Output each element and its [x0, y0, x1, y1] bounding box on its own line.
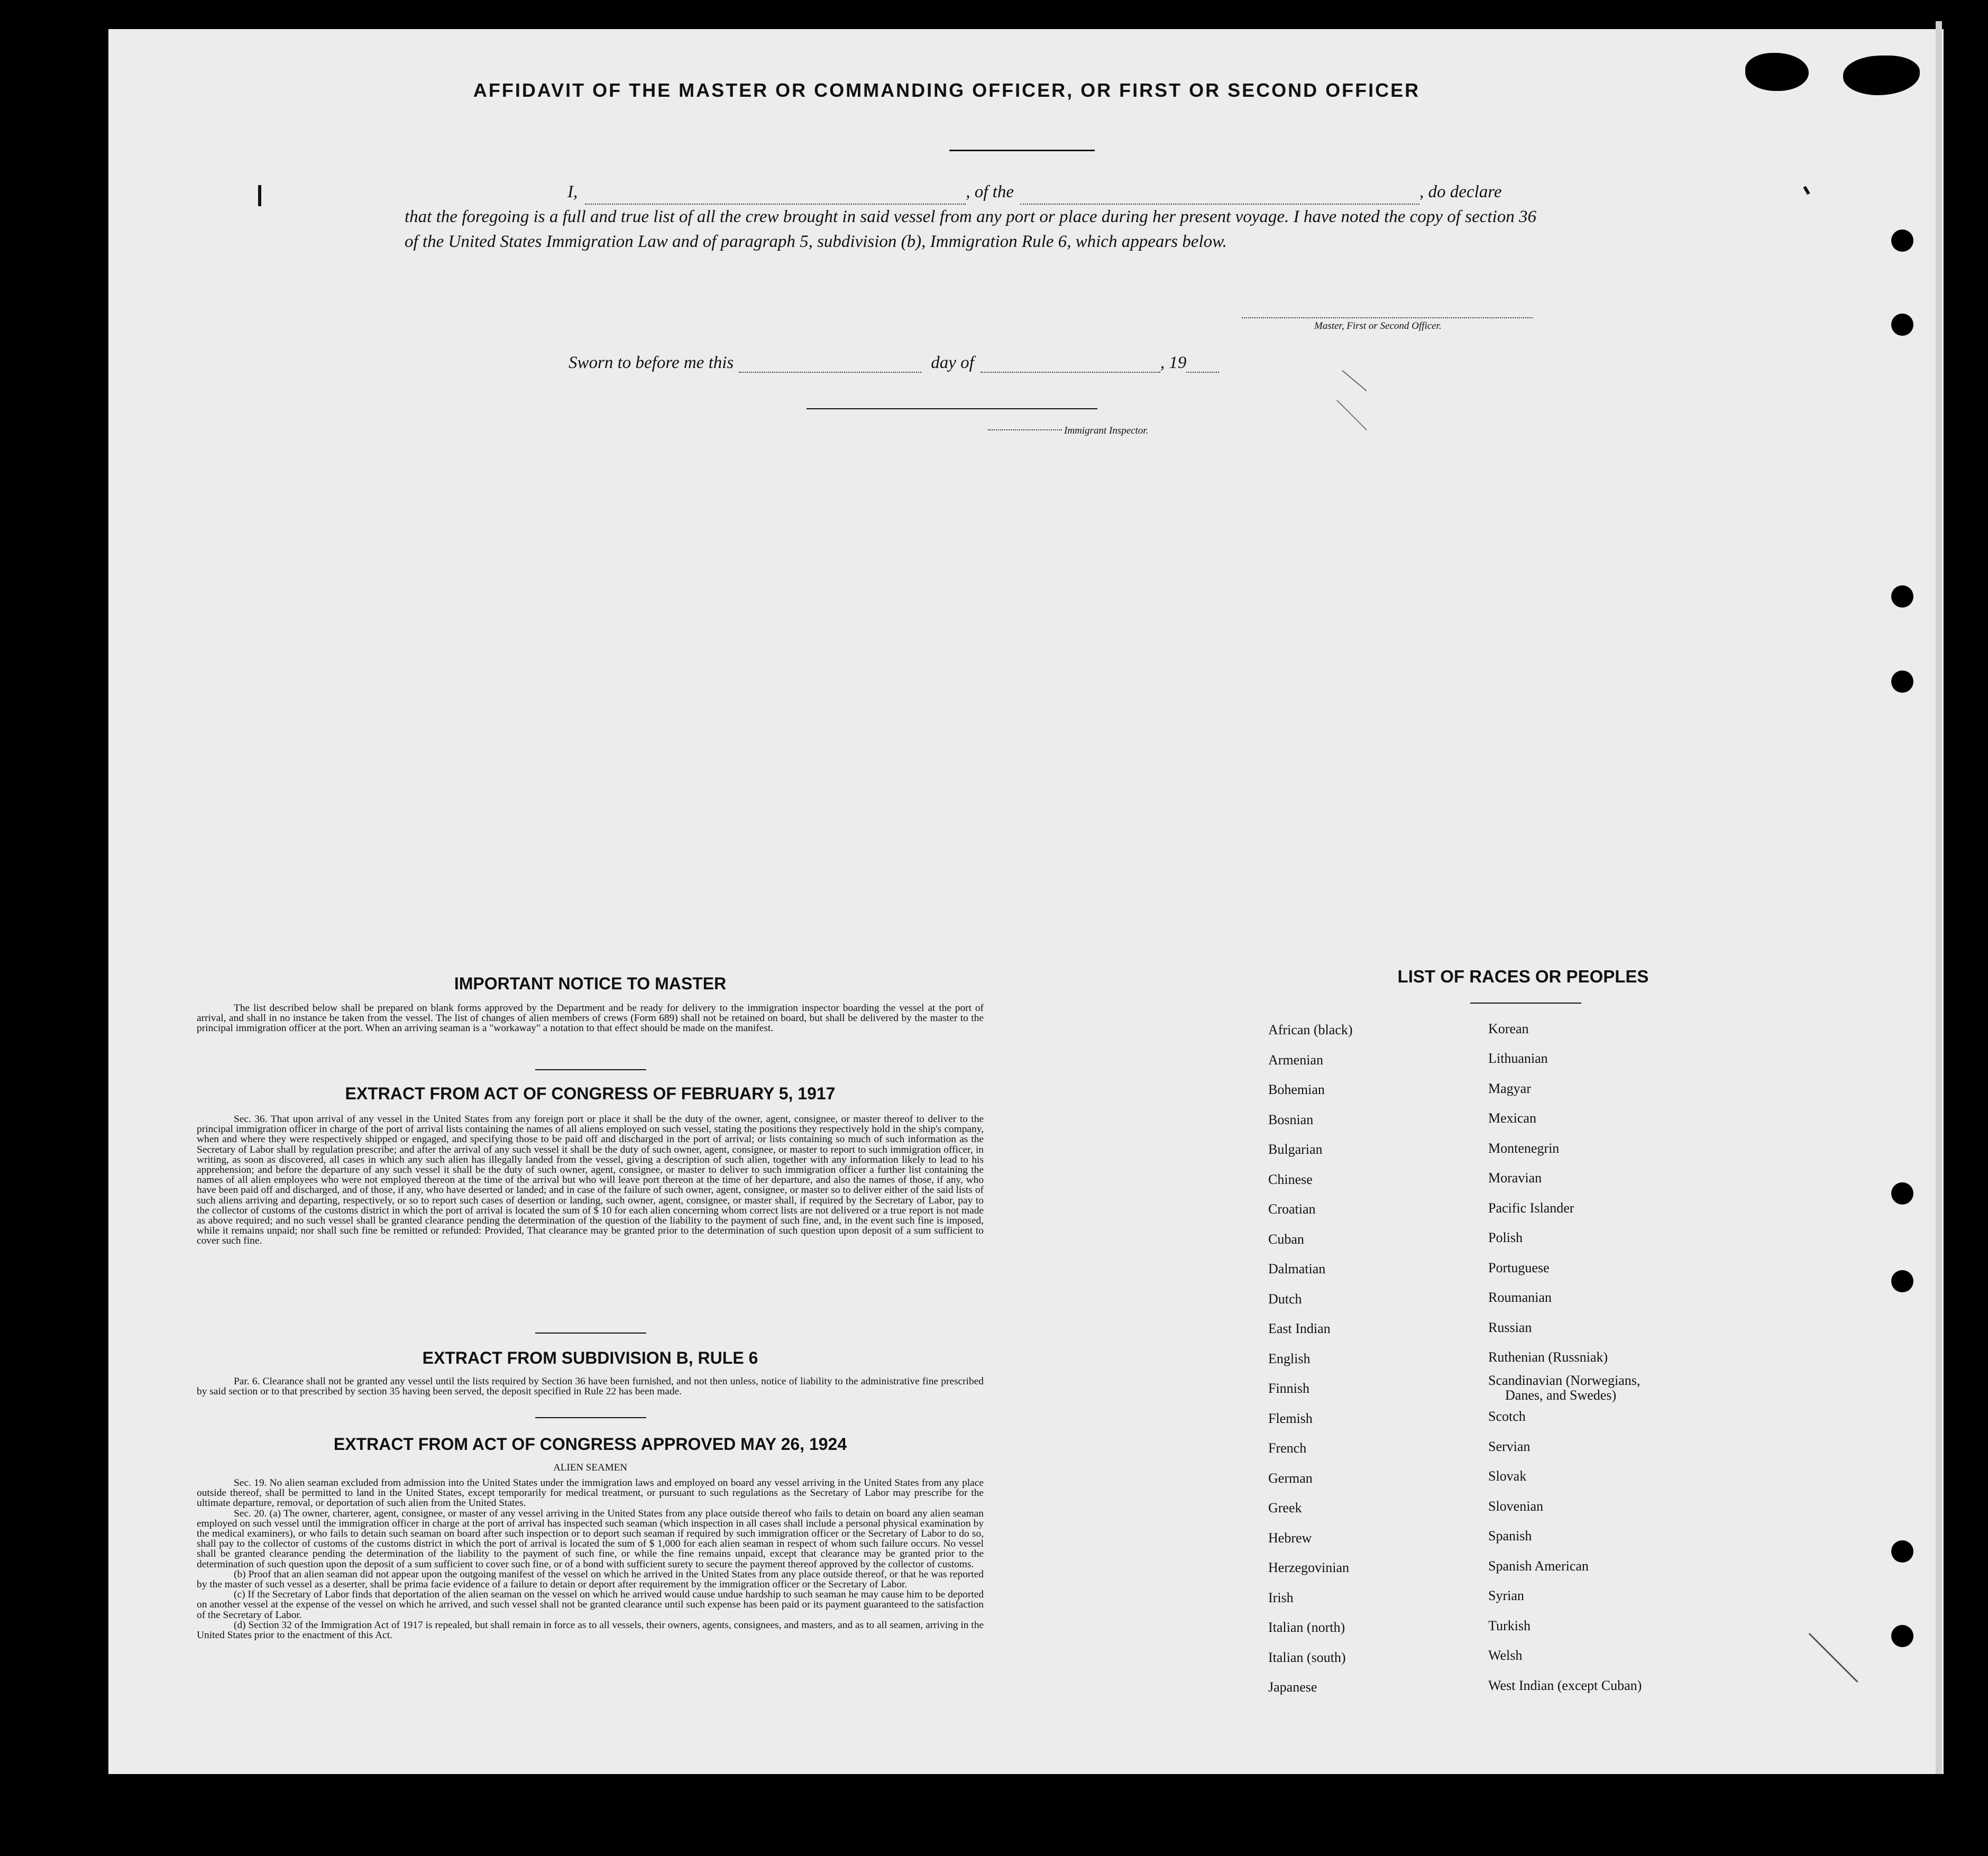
sworn-label: Sworn to before me this — [569, 353, 734, 372]
do-declare-label: , do declare — [1419, 182, 1502, 201]
inspector-name-field[interactable] — [988, 429, 1062, 430]
race-item: East Indian — [1268, 1321, 1331, 1336]
sworn-year-field[interactable] — [1186, 357, 1219, 373]
notice-title: IMPORTANT NOTICE TO MASTER — [454, 974, 727, 993]
race-item: Dutch — [1268, 1291, 1302, 1307]
race-item: Japanese — [1268, 1679, 1317, 1695]
section-rule — [535, 1069, 646, 1070]
sworn-day-field[interactable] — [739, 357, 921, 373]
extract-1917-text: Sec. 36. That upon arrival of any vessel in the United States from any foreign port or place it shall be the duty of the owner, agent, consignee, or master thereof to deliver to the principal immigration officer in charge of the port of arrival lists containing the names of all aliens employed on such vessel, stating the positions they respectively hold in the ship's company, when and where they were respectively shipped or engaged, and specifying those to be paid off and discharged in the port of arrival; or lists containing so much of such information as the Secretary of Labor shall by regulation prescribe; and after the arrival of any such vessel it shall be the duty of such owner, agent, consignee, or master to report to such immigration officer, in writing, as soon as discovered, all cases in which any such alien has illegally landed from the vessel, giving a description of such alien, together with any information likely to lead to his apprehension; and before the departure of any such vessel it shall be the duty of such owner, agent, consignee, or master to deliver to such immigration officer a further list containing the names of all alien employees who were not employed thereon at the time of the arrival but who will leave port thereon at the time of her departure, and also the names of those, if any, who have been paid off and discharged, and of those, if any, who have deserted or landed; and in case of the failure of such owner, agent, consignee, or master so to deliver either of the said lists of such aliens arriving and departing, respectively, or so to report such cases of desertion or landing, such owner, agent, consignee, or master shall, if required by the Secretary of Labor, pay to the collector of customs of the customs district in which the port of arrival is located the sum of $ 10 for each alien concerning whom correct lists are not delivered or a true report is not made as above required; and no such vessel shall be granted clearance pending the determination of the question of the liability to the payment of such fine, and, in the event such fine is imposed, while it remains unpaid; nor shall such fine be remitted or refunded: Provided, That clearance may be granted prior to the determination of such question upon deposit of a sum sufficient to cover such fine. — [197, 1114, 984, 1247]
binder-hole — [1891, 1182, 1913, 1205]
extract-1924-title: EXTRACT FROM ACT OF CONGRESS APPROVED MAY 26, 1924 — [333, 1435, 847, 1454]
race-item: Finnish — [1268, 1381, 1310, 1396]
extract-1917-title: EXTRACT FROM ACT OF CONGRESS OF FEBRUARY 5, 1917 — [345, 1084, 836, 1103]
races-title: LIST OF RACES OR PEOPLES — [1397, 967, 1649, 986]
race-item: Ruthenian (Russniak) — [1488, 1349, 1608, 1365]
binder-hole — [1891, 1625, 1913, 1647]
race-item: Russian — [1488, 1320, 1532, 1335]
race-item: Bohemian — [1268, 1082, 1325, 1097]
race-item: Magyar — [1488, 1081, 1531, 1096]
race-item: Roumanian — [1488, 1290, 1552, 1305]
race-item: Pacific Islander — [1488, 1200, 1574, 1216]
sworn-line — [569, 353, 1219, 373]
race-item: Syrian — [1488, 1588, 1524, 1603]
races-title-rule — [1470, 1003, 1581, 1004]
master-signature-field[interactable] — [1242, 317, 1533, 318]
race-item: Korean — [1488, 1021, 1529, 1036]
race-item: Lithuanian — [1488, 1051, 1548, 1066]
affidavit-statement — [405, 180, 1536, 254]
extract-rule6-title: EXTRACT FROM SUBDIVISION B, RULE 6 — [422, 1348, 758, 1367]
race-item: Bosnian — [1268, 1112, 1314, 1127]
race-item: Flemish — [1268, 1411, 1313, 1426]
race-item: Armenian — [1268, 1052, 1323, 1068]
sec20c-text: (c) If the Secretary of Labor finds that deportation of the alien seaman on the vessel on which he arrived would cause undue hardship to such seaman he may cause him to be deported on another vessel at the expense of the vessel on which he arrived, and such vessel shall not be granted clearance until such expense has been paid or its payment guaranteed to the satisfaction of the Secretary of Labor. — [197, 1589, 984, 1621]
of-the-label: , of the — [966, 182, 1014, 201]
race-item: Servian — [1488, 1439, 1531, 1454]
sworn-month-field[interactable] — [981, 357, 1160, 373]
race-item: Irish — [1268, 1590, 1294, 1605]
race-item: West Indian (except Cuban) — [1488, 1678, 1642, 1693]
stray-mark — [258, 185, 261, 206]
inspector-caption: Immigrant Inspector. — [1064, 425, 1149, 436]
race-item: Herzegovinian — [1268, 1560, 1350, 1575]
race-item: Moravian — [1488, 1170, 1542, 1186]
race-item: Chinese — [1268, 1172, 1313, 1187]
race-item: Scandinavian (Norwegians, — [1488, 1373, 1641, 1388]
declarant-line — [405, 180, 1536, 205]
race-item: Hebrew — [1268, 1530, 1312, 1546]
race-item: Slovenian — [1488, 1499, 1543, 1514]
master-caption: Master, First or Second Officer. — [1314, 320, 1442, 332]
corner-punch-mark — [1745, 53, 1809, 91]
race-item: Mexican — [1488, 1110, 1536, 1126]
binder-hole — [1891, 585, 1913, 608]
extract-1924-subtitle: ALIEN SEAMEN — [553, 1462, 627, 1473]
sec19-text: Sec. 19. No alien seaman excluded from admission into the United States under the immigration laws and employed on board any vessel arriving in the United States from any place outside thereof, shall be permitted to land in the United States, except temporarily for medical treatment, or pursuant to such regulations as the Secretary of Labor may prescribe for the ultimate departure, removal, or deportation of such alien from the United States. — [197, 1477, 984, 1509]
race-item: Danes, and Swedes) — [1505, 1388, 1617, 1403]
notice-text: The list described below shall be prepared on blank forms approved by the Department and be ready for delivery to the immigration inspector boarding the vessel at the port of arrival, and shall in no instance be taken from the vessel. The list of changes of alien members of crews (Form 689) shall not be retained on board, but shall be delivered by the master to the principal immigration officer at the port. When an arriving seaman is a "workaway" a notation to that effect should be made on the manifest. — [197, 1003, 984, 1034]
race-item: Turkish — [1488, 1618, 1531, 1633]
binder-hole — [1891, 1540, 1913, 1563]
binder-hole — [1891, 670, 1913, 693]
race-item: German — [1268, 1471, 1313, 1486]
day-of-label: day of — [931, 353, 974, 372]
race-item: Welsh — [1488, 1648, 1523, 1663]
binder-hole — [1891, 1270, 1913, 1292]
declarant-name-field[interactable] — [585, 189, 966, 205]
year-label: , 19 — [1160, 353, 1187, 372]
race-item: Slovak — [1488, 1468, 1527, 1484]
section-rule — [535, 1417, 646, 1418]
affidavit-title: AFFIDAVIT OF THE MASTER OR COMMANDING OFFICER, OR FIRST OR SECOND OFFICER — [473, 79, 1421, 101]
race-item: Portuguese — [1488, 1260, 1550, 1275]
sec20d-text: (d) Section 32 of the Immigration Act of 1917 is repealed, but shall remain in force as to all vessels, their owners, agents, consignees, and masters, and as to all seamen, arriving in the United States prior to the enactment of this Act. — [197, 1619, 984, 1641]
affidavit-body: that the foregoing is a full and true list of all the crew brought in said vessel from any port or place during her present voyage. I have noted the copy of section 36 of the United States Immigration Law and of paragraph 5, subdivision (b), Immigration Rule 6, which appears below. — [405, 207, 1536, 251]
sec20a-text: Sec. 20. (a) The owner, charterer, agent, consignee, or master of any vessel arriving in the United States from any place outside thereof who fails to detain on board any alien seaman employed on such vessel until the immigration officer in charge at the port of arrival has inspected such seaman (which inspection in all cases shall include a personal physical examination by the medical examiners), or who fails to detain such seaman on board after such inspection or to deport such seaman if required by such immigration officer or the Secretary of Labor to do so, shall pay to the collector of customs of the customs district in which the port of arrival is located the sum of $ 1,000 for each alien seaman in respect of whom such failure occurs. No vessel shall be granted clearance pending the determination of the liability to the payment of such fine, or while the fine remains unpaid, except that clearance may be granted prior to the determination of such question upon the deposit of a sum sufficient to cover such fine, or of a bond with sufficient surety to secure the payment thereof approved by the collector of customs. — [197, 1508, 984, 1570]
i-label: I, — [567, 182, 578, 201]
race-item: African (black) — [1268, 1022, 1353, 1037]
race-item: English — [1268, 1351, 1311, 1366]
race-item: Polish — [1488, 1230, 1523, 1245]
race-item: Montenegrin — [1488, 1141, 1560, 1156]
race-item: Spanish American — [1488, 1558, 1589, 1574]
race-item: Croatian — [1268, 1201, 1316, 1217]
race-item: French — [1268, 1440, 1307, 1456]
binder-hole — [1891, 229, 1913, 252]
sec20b-text: (b) Proof that an alien seaman did not appear upon the outgoing manifest of the vessel on which he arrived in the United States from any place outside thereof, or that he was reported by the master of such vessel as a deserter, shall be prima facie evidence of a failure to detain or deport after requirement by the immigration officer or the Secretary of Labor. — [197, 1568, 984, 1591]
inspector-signature-line[interactable] — [807, 408, 1097, 409]
extract-1924-body — [197, 1478, 984, 1640]
extract-rule6-text: Par. 6. Clearance shall not be granted any vessel until the lists required by Section 36 have been furnished, and not then unless, notice of liability to the administrative fine prescribed by said section or to that prescribed by section 35 having been served, the deposit specified in Rule 22 has been made. — [197, 1376, 984, 1398]
race-item: Cuban — [1268, 1232, 1304, 1247]
binder-hole — [1891, 314, 1913, 336]
vessel-name-field[interactable] — [1020, 189, 1419, 205]
race-item: Bulgarian — [1268, 1142, 1323, 1157]
race-item: Spanish — [1488, 1528, 1532, 1543]
page-edge — [1936, 21, 1942, 1774]
race-item: Greek — [1268, 1500, 1302, 1515]
race-item: Scotch — [1488, 1409, 1526, 1424]
section-rule — [535, 1333, 646, 1334]
race-item: Italian (south) — [1268, 1650, 1346, 1665]
title-rule — [949, 150, 1095, 151]
race-item: Italian (north) — [1268, 1620, 1345, 1635]
race-item: Dalmatian — [1268, 1261, 1326, 1276]
